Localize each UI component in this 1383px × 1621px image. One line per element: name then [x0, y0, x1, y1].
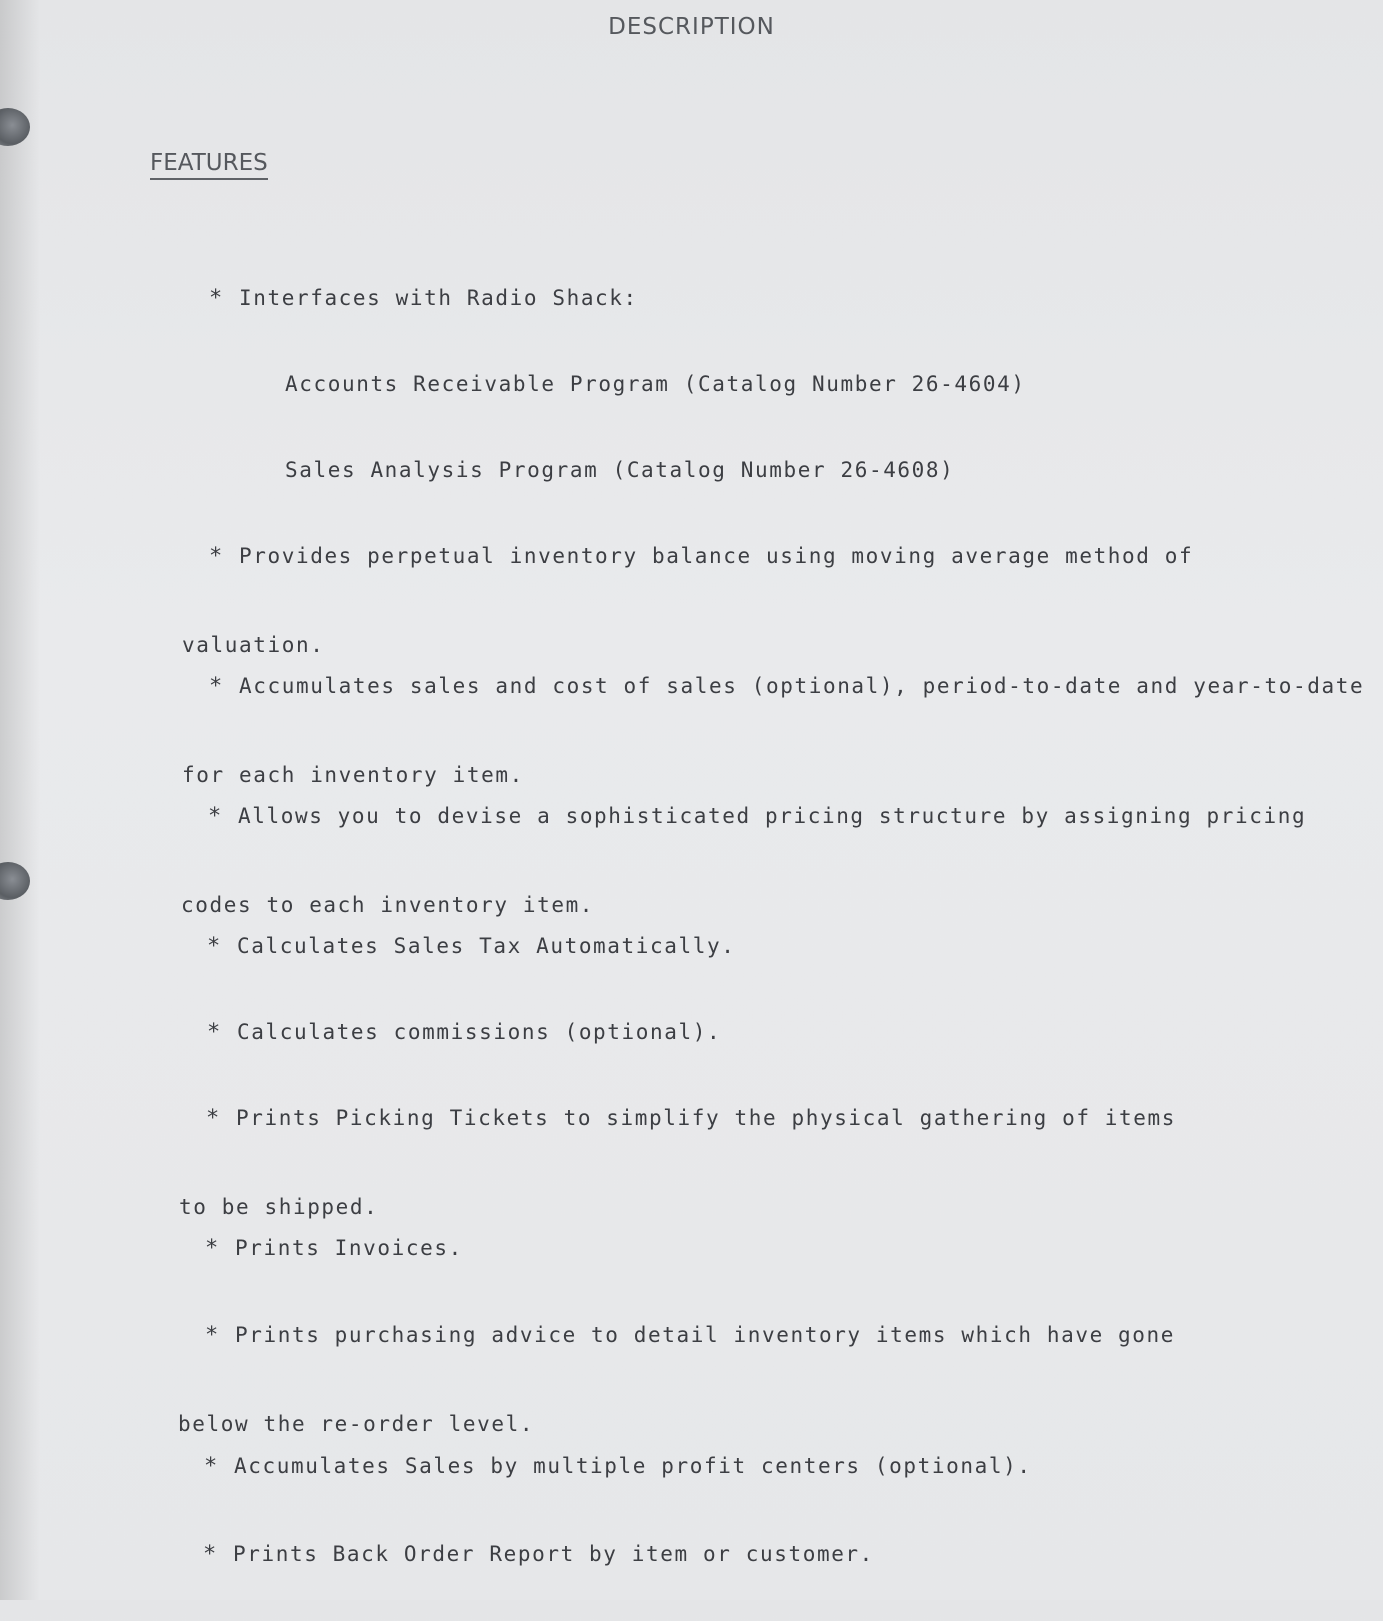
feature-text-continued: codes to each inventory item.: [181, 893, 595, 917]
bullet-asterisk: *: [208, 286, 224, 311]
feature-text: Prints Picking Tickets to simplify the physical gathering of items: [235, 1106, 1177, 1130]
feature-text: Calculates Sales Tax Automatically.: [236, 934, 736, 958]
feature-text: Provides perpetual inventory balance using moving average method of: [238, 544, 1194, 568]
feature-text: Interfaces with Radio Shack:: [238, 286, 638, 310]
feature-text-continued: valuation.: [182, 633, 325, 657]
page-edge-shadow: [0, 0, 40, 1600]
bullet-asterisk: *: [204, 1323, 220, 1348]
feature-text-continued: to be shipped.: [179, 1195, 379, 1219]
sub-item-text: Sales Analysis Program (Catalog Number 26-4608): [284, 458, 955, 482]
page-title: DESCRIPTION: [608, 14, 775, 40]
feature-text: Allows you to devise a sophisticated pricing structure by assigning pricing: [237, 804, 1307, 828]
bullet-asterisk: *: [204, 1236, 220, 1261]
features-heading: FEATURES: [150, 150, 268, 180]
bullet-asterisk: *: [205, 1106, 221, 1131]
feature-text: Prints purchasing advice to detail inventory items which have gone: [234, 1323, 1176, 1347]
feature-text: Accumulates Sales by multiple profit centers (optional).: [233, 1454, 1032, 1478]
feature-item: [146, 1488, 874, 1621]
bullet-asterisk: *: [206, 934, 222, 959]
sub-item-text: Accounts Receivable Program (Catalog Number 26-4604): [284, 372, 1026, 396]
bullet-asterisk: *: [207, 804, 223, 829]
feature-text: Accumulates sales and cost of sales (optional), period-to-date and year-to-date: [238, 674, 1365, 698]
bullet-asterisk: *: [203, 1454, 219, 1479]
feature-text: Calculates commissions (optional).: [236, 1020, 722, 1044]
bullet-asterisk: *: [208, 544, 224, 569]
feature-text: Prints Invoices.: [234, 1236, 463, 1260]
feature-text-continued: below the re-order level.: [178, 1412, 535, 1436]
bullet-asterisk: *: [208, 674, 224, 699]
bullet-asterisk: *: [202, 1542, 218, 1567]
feature-text: Prints Back Order Report by item or customer.: [232, 1542, 874, 1566]
bullet-asterisk: *: [206, 1020, 222, 1045]
feature-text-continued: for each inventory item.: [182, 763, 524, 787]
